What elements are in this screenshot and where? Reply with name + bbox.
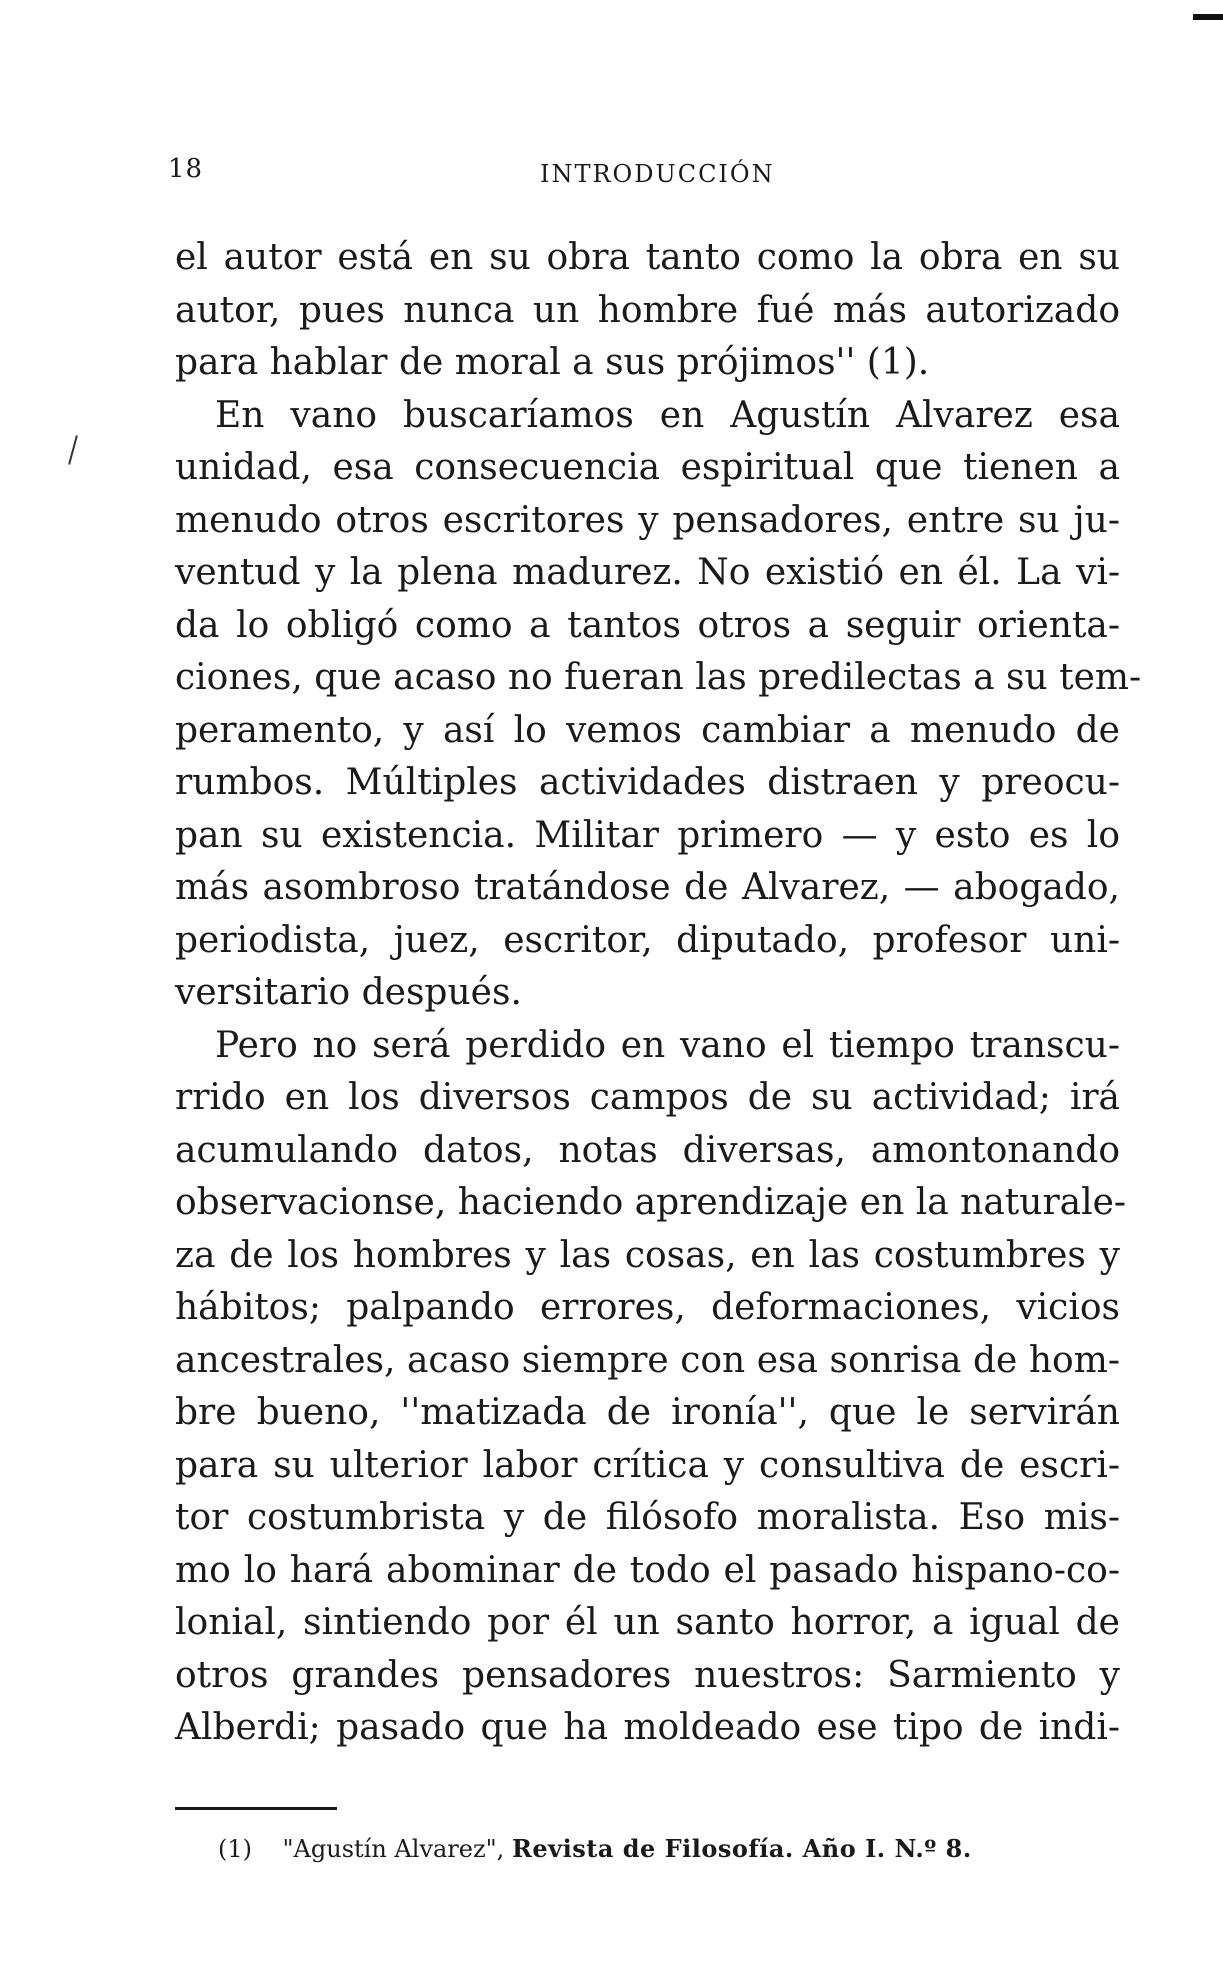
- text-line: más asombroso tratándose de Alvarez, — abogado,: [175, 867, 1120, 908]
- footnote-citation: "Agustín Alvarez",: [282, 1835, 505, 1863]
- text-line: autor, pues nunca un hombre fué más autorizado: [175, 289, 1120, 331]
- text-line: Alberdi; pasado que ha moldeado ese tipo de indi-: [175, 1707, 1120, 1748]
- text-line: unidad, esa consecuencia espiritual que tienen a: [175, 447, 1120, 488]
- footnote-source: Revista de Filosofía. Año I. N.º 8.: [511, 1834, 972, 1863]
- text-line: rrido en los diversos campos de su actividad; irá: [175, 1077, 1120, 1118]
- text-line: ciones, que acaso no fueran las predilectas a su tem-: [175, 657, 1142, 698]
- text-line: mo lo hará abominar de todo el pasado hispano-co-: [175, 1549, 1120, 1591]
- body-text: [175, 232, 1142, 1755]
- text-line: otros grandes pensadores nuestros: Sarmiento y: [175, 1654, 1120, 1696]
- text-line: bre bueno, ''matizada de ironía'', que le servirán: [175, 1392, 1120, 1433]
- text-line: versitario después.: [175, 972, 522, 1013]
- footnote-rule: [175, 1807, 337, 1810]
- text-line: da lo obligó como a tantos otros a seguir orienta-: [175, 604, 1120, 646]
- text-line: observacionse, haciendo aprendizaje en la naturale-: [175, 1182, 1127, 1223]
- text-line: periodista, juez, escritor, diputado, profesor uni-: [175, 919, 1120, 961]
- text-line: za de los hombres y las cosas, en las costumbres y: [175, 1234, 1120, 1276]
- text-line: ancestrales, acaso siempre con esa sonrisa de hom-: [175, 1339, 1120, 1381]
- running-title: INTRODUCCIÓN: [540, 160, 775, 188]
- text-line: acumulando datos, notas diversas, amontonando: [175, 1129, 1120, 1171]
- text-line: rumbos. Múltiples actividades distraen y preocu-: [175, 762, 1120, 803]
- text-line: para su ulterior labor crítica y consultiva de escri-: [175, 1444, 1120, 1486]
- text-line: peramento, y así lo vemos cambiar a menudo de: [175, 709, 1120, 751]
- paragraph-start-line: En vano buscaríamos en Agustín Alvarez esa: [215, 394, 1120, 436]
- text-line: tor costumbrista y de filósofo moralista. Eso mis-: [175, 1497, 1120, 1538]
- footnote-marker: (1): [218, 1835, 252, 1863]
- text-line: menudo otros escritores y pensadores, entre su ju-: [175, 499, 1120, 541]
- text-line: para hablar de moral a sus prójimos'' (1).: [175, 342, 930, 383]
- text-line: lonial, sintiendo por él un santo horror, a igual de: [175, 1602, 1120, 1643]
- page-number: 18: [168, 154, 204, 184]
- text-line: hábitos; palpando errores, deformaciones, vicios: [175, 1287, 1120, 1328]
- text-line: ventud y la plena madurez. No existió en él. La vi-: [175, 552, 1120, 593]
- margin-mark: [68, 435, 78, 464]
- footnote: [218, 1834, 972, 1863]
- paragraph-start-line: Pero no será perdido en vano el tiempo transcu-: [215, 1024, 1120, 1066]
- corner-mark: [1193, 14, 1223, 20]
- text-line: el autor está en su obra tanto como la obra en su: [175, 237, 1120, 278]
- text-line: pan su existencia. Militar primero — y esto es lo: [175, 814, 1120, 856]
